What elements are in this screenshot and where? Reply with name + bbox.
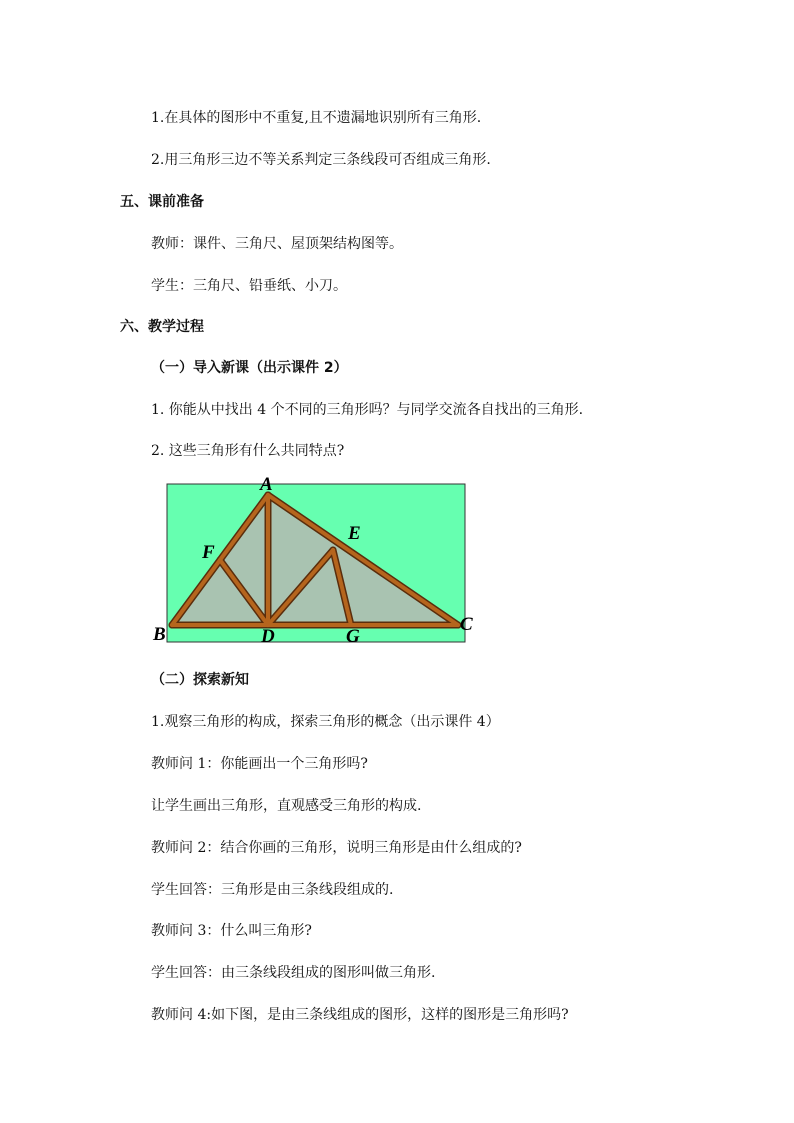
label-d: D [261, 626, 275, 647]
student-answer-3: 学生回答：由三条线段组成的图形叫做三角形. [151, 965, 436, 981]
teacher-question-1: 教师问 1：你能画出一个三角形吗? [151, 756, 368, 772]
section-heading-process: 六、教学过程 [120, 319, 204, 335]
label-c: C [460, 614, 473, 635]
intro-question-1: 1. 你能从中找出 4 个不同的三角形吗？与同学交流各自找出的三角形. [151, 402, 584, 418]
roof-truss-diagram [150, 470, 480, 650]
activity-draw-triangle: 让学生画出三角形，直观感受三角形的构成. [151, 798, 422, 814]
teacher-materials: 教师：课件、三角尺、屋顶架结构图等。 [151, 236, 403, 252]
teacher-question-4: 教师问 4:如下图，是由三条线组成的图形，这样的图形是三角形吗? [151, 1007, 569, 1023]
intro-question-2: 2. 这些三角形有什么共同特点? [151, 443, 345, 459]
label-a: A [260, 474, 273, 495]
teacher-question-3: 教师问 3：什么叫三角形? [151, 923, 312, 939]
subsection-heading-explore: （二）探索新知 [151, 672, 249, 688]
subsection-heading-intro: （一）导入新课（出示课件 2） [151, 360, 348, 376]
student-materials: 学生：三角尺、铅垂纸、小刀。 [151, 278, 347, 294]
roof-truss-figure [150, 470, 480, 650]
label-g: G [346, 626, 360, 647]
label-b: B [153, 624, 166, 645]
teacher-question-2: 教师问 2：结合你画的三角形，说明三角形是由什么组成的? [151, 840, 522, 856]
objective-1: 1.在具体的图形中不重复,且不遗漏地识别所有三角形. [151, 110, 482, 126]
explore-item-1: 1.观察三角形的构成，探索三角形的概念（出示课件 4） [151, 714, 500, 730]
student-answer-2: 学生回答：三角形是由三条线段组成的. [151, 882, 394, 898]
objective-2: 2.用三角形三边不等关系判定三条线段可否组成三角形. [151, 152, 491, 168]
label-e: E [348, 523, 361, 544]
section-heading-preparation: 五、课前准备 [120, 194, 204, 210]
label-f: F [202, 542, 215, 563]
